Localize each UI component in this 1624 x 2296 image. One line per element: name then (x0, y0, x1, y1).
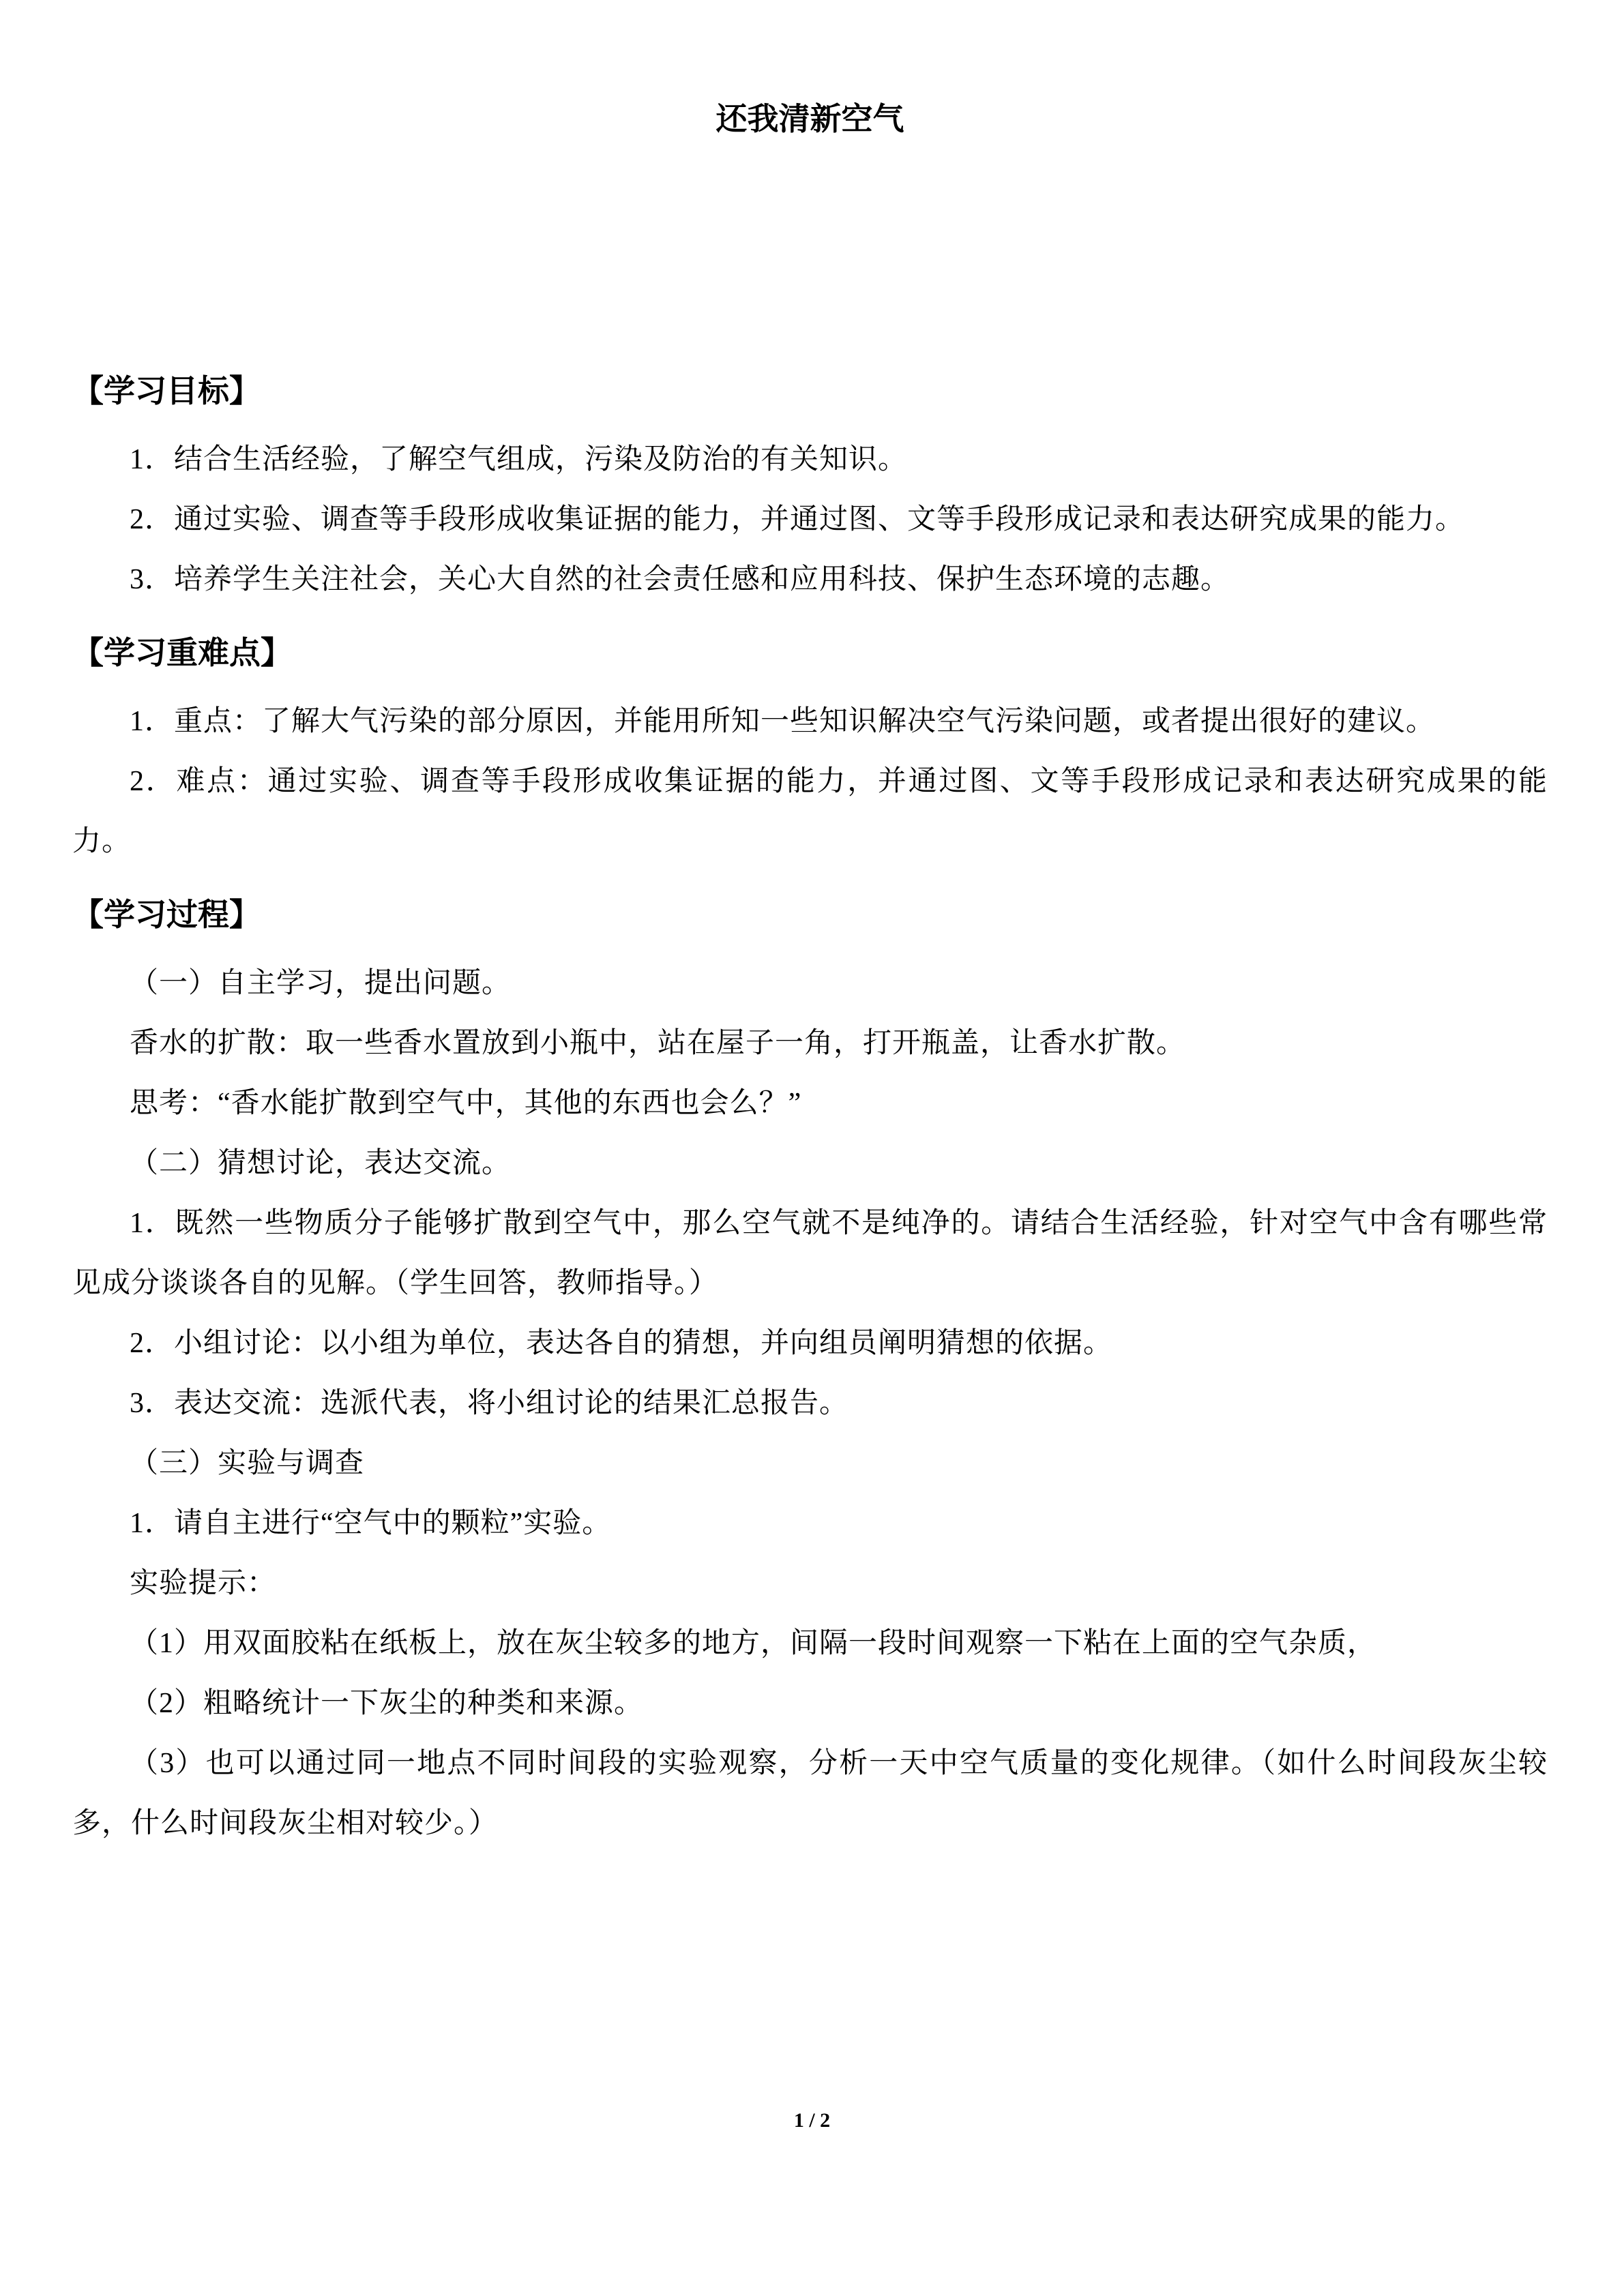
paragraph-experiment-item-1: 1．请自主进行“空气中的颗粒”实验。 (130, 1508, 612, 1539)
paragraph-process-step-2-title: （二）猜想讨论，表达交流。 (130, 1148, 512, 1179)
paragraph-objective-1: 1．结合生活经验，了解空气组成，污染及防治的有关知识。 (130, 444, 908, 475)
paragraph-experiment-hint-2: （2）粗略统计一下灰尘的种类和来源。 (130, 1688, 644, 1719)
paragraph-difficult-point: 2．难点：通过实验、调查等手段形成收集证据的能力，并通过图、文等手段形成记录和表达研究成果的能力。 (72, 766, 1548, 857)
paragraph-process-step-3-title: （三）实验与调查 (130, 1448, 365, 1479)
paragraph-perfume-diffusion: 香水的扩散：取一些香水置放到小瓶中，站在屋子一角，打开瓶盖，让香水扩散。 (130, 1028, 1186, 1059)
paragraph-discussion-item-2: 2．小组讨论：以小组为单位，表达各自的猜想，并向组员阐明猜想的依据。 (130, 1328, 1113, 1359)
paragraph-thinking-question: 思考：“香水能扩散到空气中，其他的东西也会么？” (130, 1088, 802, 1119)
section-heading-learning-objectives: 【学习目标】 (72, 374, 261, 408)
paragraph-process-step-1-title: （一）自主学习，提出问题。 (130, 968, 512, 999)
paragraph-discussion-item-1: 1．既然一些物质分子能够扩散到空气中，那么空气就不是纯净的。请结合生活经验，针对空气中含有哪些常见成分谈谈各自的见解。（学生回答，教师指导。） (72, 1208, 1548, 1299)
paragraph-discussion-item-3: 3．表达交流：选派代表，将小组讨论的结果汇总报告。 (130, 1388, 849, 1419)
paragraph-experiment-hint-1: （1）用双面胶粘在纸板上，放在灰尘较多的地方，间隔一段时间观察一下粘在上面的空气杂质， (130, 1628, 1377, 1659)
section-heading-key-difficult-points: 【学习重难点】 (72, 636, 292, 670)
page-number: 1 / 2 (793, 2109, 831, 2132)
paragraph-objective-3: 3．培养学生关注社会，关心大自然的社会责任感和应用科技、保护生态环境的志趣。 (130, 564, 1230, 595)
paragraph-experiment-hint-label: 实验提示： (130, 1568, 277, 1599)
paragraph-key-point: 1．重点：了解大气污染的部分原因，并能用所知一些知识解决空气污染问题，或者提出很好的建议。 (130, 706, 1436, 737)
section-heading-learning-process: 【学习过程】 (72, 897, 261, 932)
paragraph-experiment-hint-3: （3）也可以通过同一地点不同时间段的实验观察，分析一天中空气质量的变化规律。（如什么时间段灰尘较多，什么时间段灰尘相对较少。） (72, 1748, 1548, 1839)
document-title: 还我清新空气 (715, 102, 904, 136)
paragraph-objective-2: 2．通过实验、调查等手段形成收集证据的能力，并通过图、文等手段形成记录和表达研究成果的能力。 (130, 504, 1465, 535)
